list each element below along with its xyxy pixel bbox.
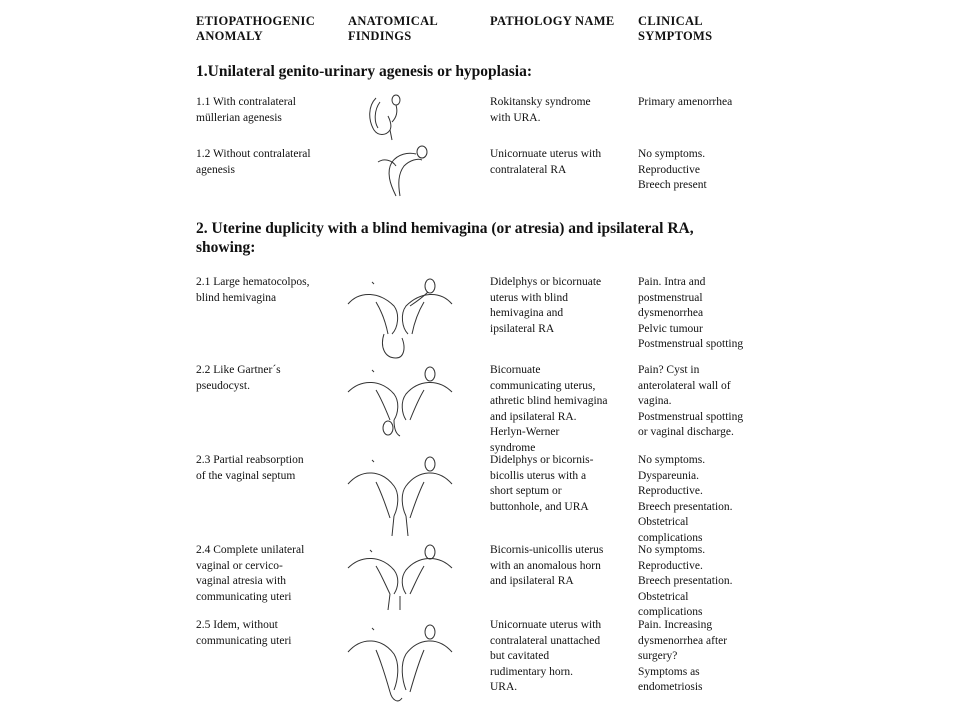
rokitansky-uterus-icon	[360, 92, 420, 142]
section-1-title: 1.Unilateral genito-urinary agenesis or hypoplasia:	[196, 63, 532, 80]
gartner-pseudocyst-icon	[340, 362, 460, 444]
row-2-5-symptoms: Pain. Increasing dysmenorrhea after surgery? Symptoms as endometriosis	[638, 619, 728, 693]
cervicovaginal-atresia-icon	[340, 542, 460, 614]
row-2-5-anomaly: 2.5 Idem, without communicating uteri	[196, 619, 292, 647]
row-1-2-symptoms: No symptoms. Reproductive Breech present	[638, 148, 707, 191]
rudimentary-horn-icon	[340, 618, 460, 708]
row-2-1-symptoms: Pain. Intra and postmenstrual dysmenorrhea Pelvic tumour Postmenstrual spotting	[638, 276, 744, 350]
row-2-1-anomaly: 2.1 Large hematocolpos, blind hemivagina	[196, 276, 310, 304]
row-2-2-anomaly: 2.2 Like Gartner´s pseudocyst.	[196, 364, 281, 392]
header-etiopathogenic-anomaly: ETIOPATHOGENIC ANOMALY	[196, 14, 316, 43]
row-2-2-symptoms: Pain? Cyst in anterolateral wall of vagina. Postmenstrual spotting or vaginal discharge.	[638, 364, 744, 438]
row-2-4-anomaly: 2.4 Complete unilateral vaginal or cervico- vaginal atresia with communicating uteri	[196, 544, 305, 603]
row-1-1-symptoms: Primary amenorrhea	[638, 96, 733, 108]
unicornuate-uterus-icon	[368, 144, 432, 202]
row-1-1-pathology: Rokitansky syndrome with URA.	[490, 96, 591, 124]
didelphys-hematocolpos-icon	[340, 272, 460, 362]
row-1-2-anomaly: 1.2 Without contralateral agenesis	[196, 148, 311, 176]
row-2-1-pathology: Didelphys or bicornuate uterus with blind hemivagina and ipsilateral RA	[490, 276, 602, 335]
row-2-3-symptoms: No symptoms. Dyspareunia. Reproductive. Breech presentation. Obstetrical complications	[638, 454, 733, 544]
header-pathology-name: PATHOLOGY NAME	[490, 14, 615, 28]
row-2-3-anomaly: 2.3 Partial reabsorption of the vaginal septum	[196, 454, 304, 482]
partial-septum-icon	[340, 450, 460, 540]
header-clinical-symptoms: CLINICAL SYMPTOMS	[638, 14, 713, 43]
row-2-3-pathology: Didelphys or bicornis- bicollis uterus with a short septum or buttonhole, and URA	[490, 454, 594, 513]
section-2-title: 2. Uterine duplicity with a blind hemivagina (or atresia) and ipsilateral RA, showing:	[196, 220, 694, 256]
row-1-2-pathology: Unicornuate uterus with contralateral RA	[490, 148, 602, 176]
header-anatomical-findings: ANATOMICAL FINDINGS	[348, 14, 439, 43]
row-2-2-pathology: Bicornuate communicating uterus, athretic blind hemivagina and ipsilateral RA. Herlyn-Werner syndrome	[490, 364, 608, 454]
row-2-5-pathology: Unicornuate uterus with contralateral unattached but cavitated rudimentary horn. URA.	[490, 619, 602, 693]
row-2-4-pathology: Bicornis-unicollis uterus with an anomalous horn and ipsilateral RA	[490, 544, 604, 587]
row-1-1-anomaly: 1.1 With contralateral müllerian agenesis	[196, 96, 296, 124]
row-2-4-symptoms: No symptoms. Reproductive. Breech presentation. Obstetrical complications	[638, 544, 733, 618]
